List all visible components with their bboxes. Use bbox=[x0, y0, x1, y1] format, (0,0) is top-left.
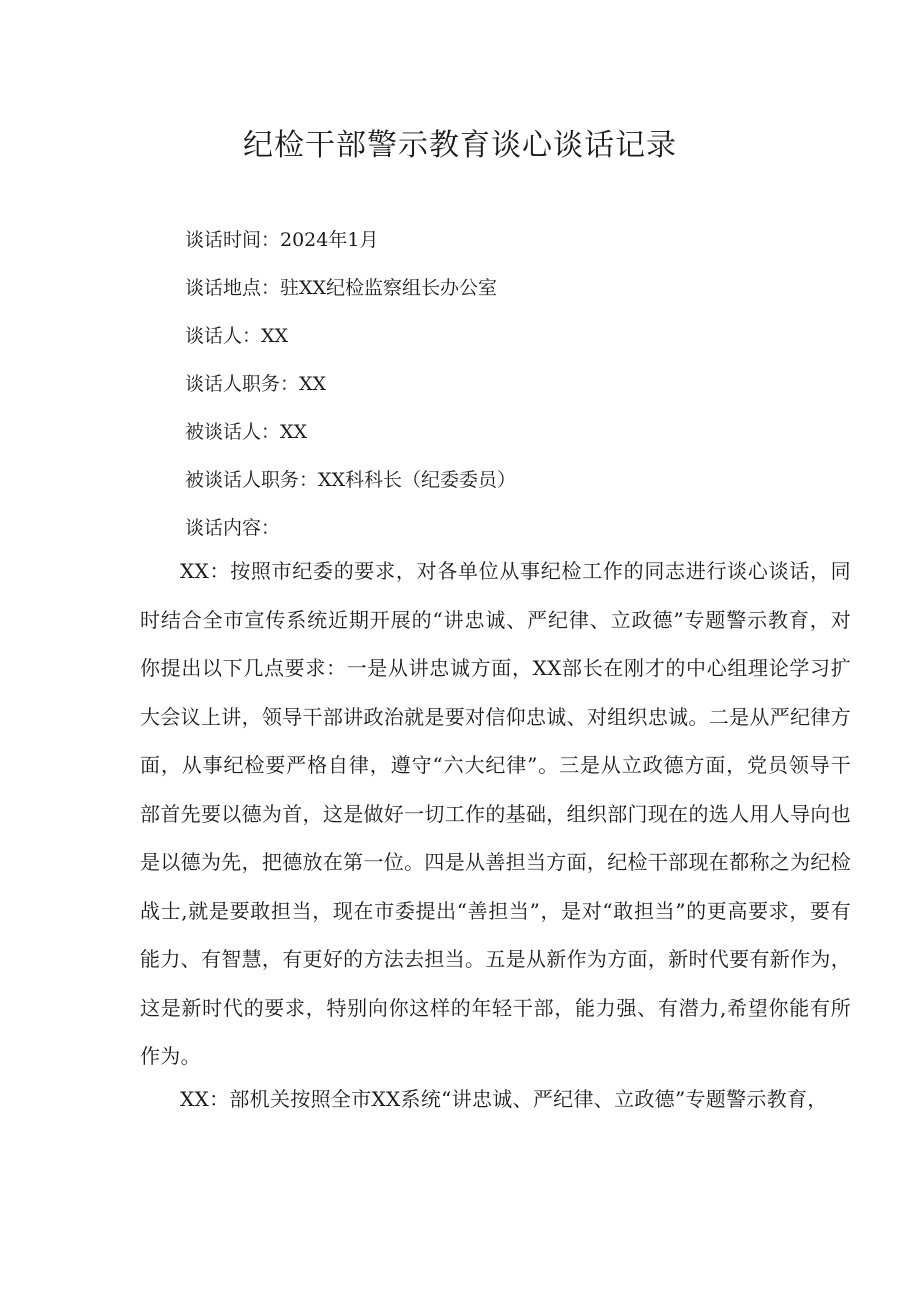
interviewer: 谈话人：XX bbox=[185, 325, 289, 347]
meeting-info-list bbox=[185, 216, 865, 552]
interviewee: 被谈话人：XX bbox=[185, 421, 308, 443]
interviewer-position: 谈话人职务：XX bbox=[185, 373, 327, 395]
content-heading: 谈话内容： bbox=[185, 517, 281, 539]
body-paragraph-1: XX：按照市纪委的要求，对各单位从事纪检工作的同志进行谈心谈话，同时结合全市宣传系统近期开展的“讲忠诚、严纪律、立政德”专题警示教育，对你提出以下几点要求：一是从讲忠诚方面，XX部长在刚才的中心组理论学习扩大会议上讲，领导干部讲政治就是要对信仰忠诚、对组织忠诚。二是从严纪律方面，从事纪检要严格自律，遵守“六大纪律”。三是从立政德方面，党员领导干部首先要以德为首，这是做好一切工作的基础，组织部门现在的选人用人导向也是以德为先，把德放在第一位。四是从善担当方面，纪检干部现在都称之为纪检战士,就是要敢担当，现在市委提出“善担当”，是对“敢担当”的更高要求，要有能力、有智慧，有更好的方法去担当。五是从新作为方面，新时代要有新作为，这是新时代的要求，特别向你这样的年轻干部，能力强、有潜力,希望你能有所作为。 bbox=[140, 559, 851, 1068]
meeting-location: 谈话地点：驻XX纪检监察组长办公室 bbox=[185, 277, 498, 299]
meeting-time: 谈话时间：2024年1月 bbox=[185, 229, 379, 251]
document-title: 纪检干部警示教育谈心谈话记录 bbox=[243, 128, 677, 163]
interviewee-position: 被谈话人职务：XX科科长（纪委委员） bbox=[185, 469, 517, 491]
body-paragraph-2: XX：部机关按照全市XX系统“讲忠诚、严纪律、立政德”专题警示教育， bbox=[180, 1087, 828, 1111]
